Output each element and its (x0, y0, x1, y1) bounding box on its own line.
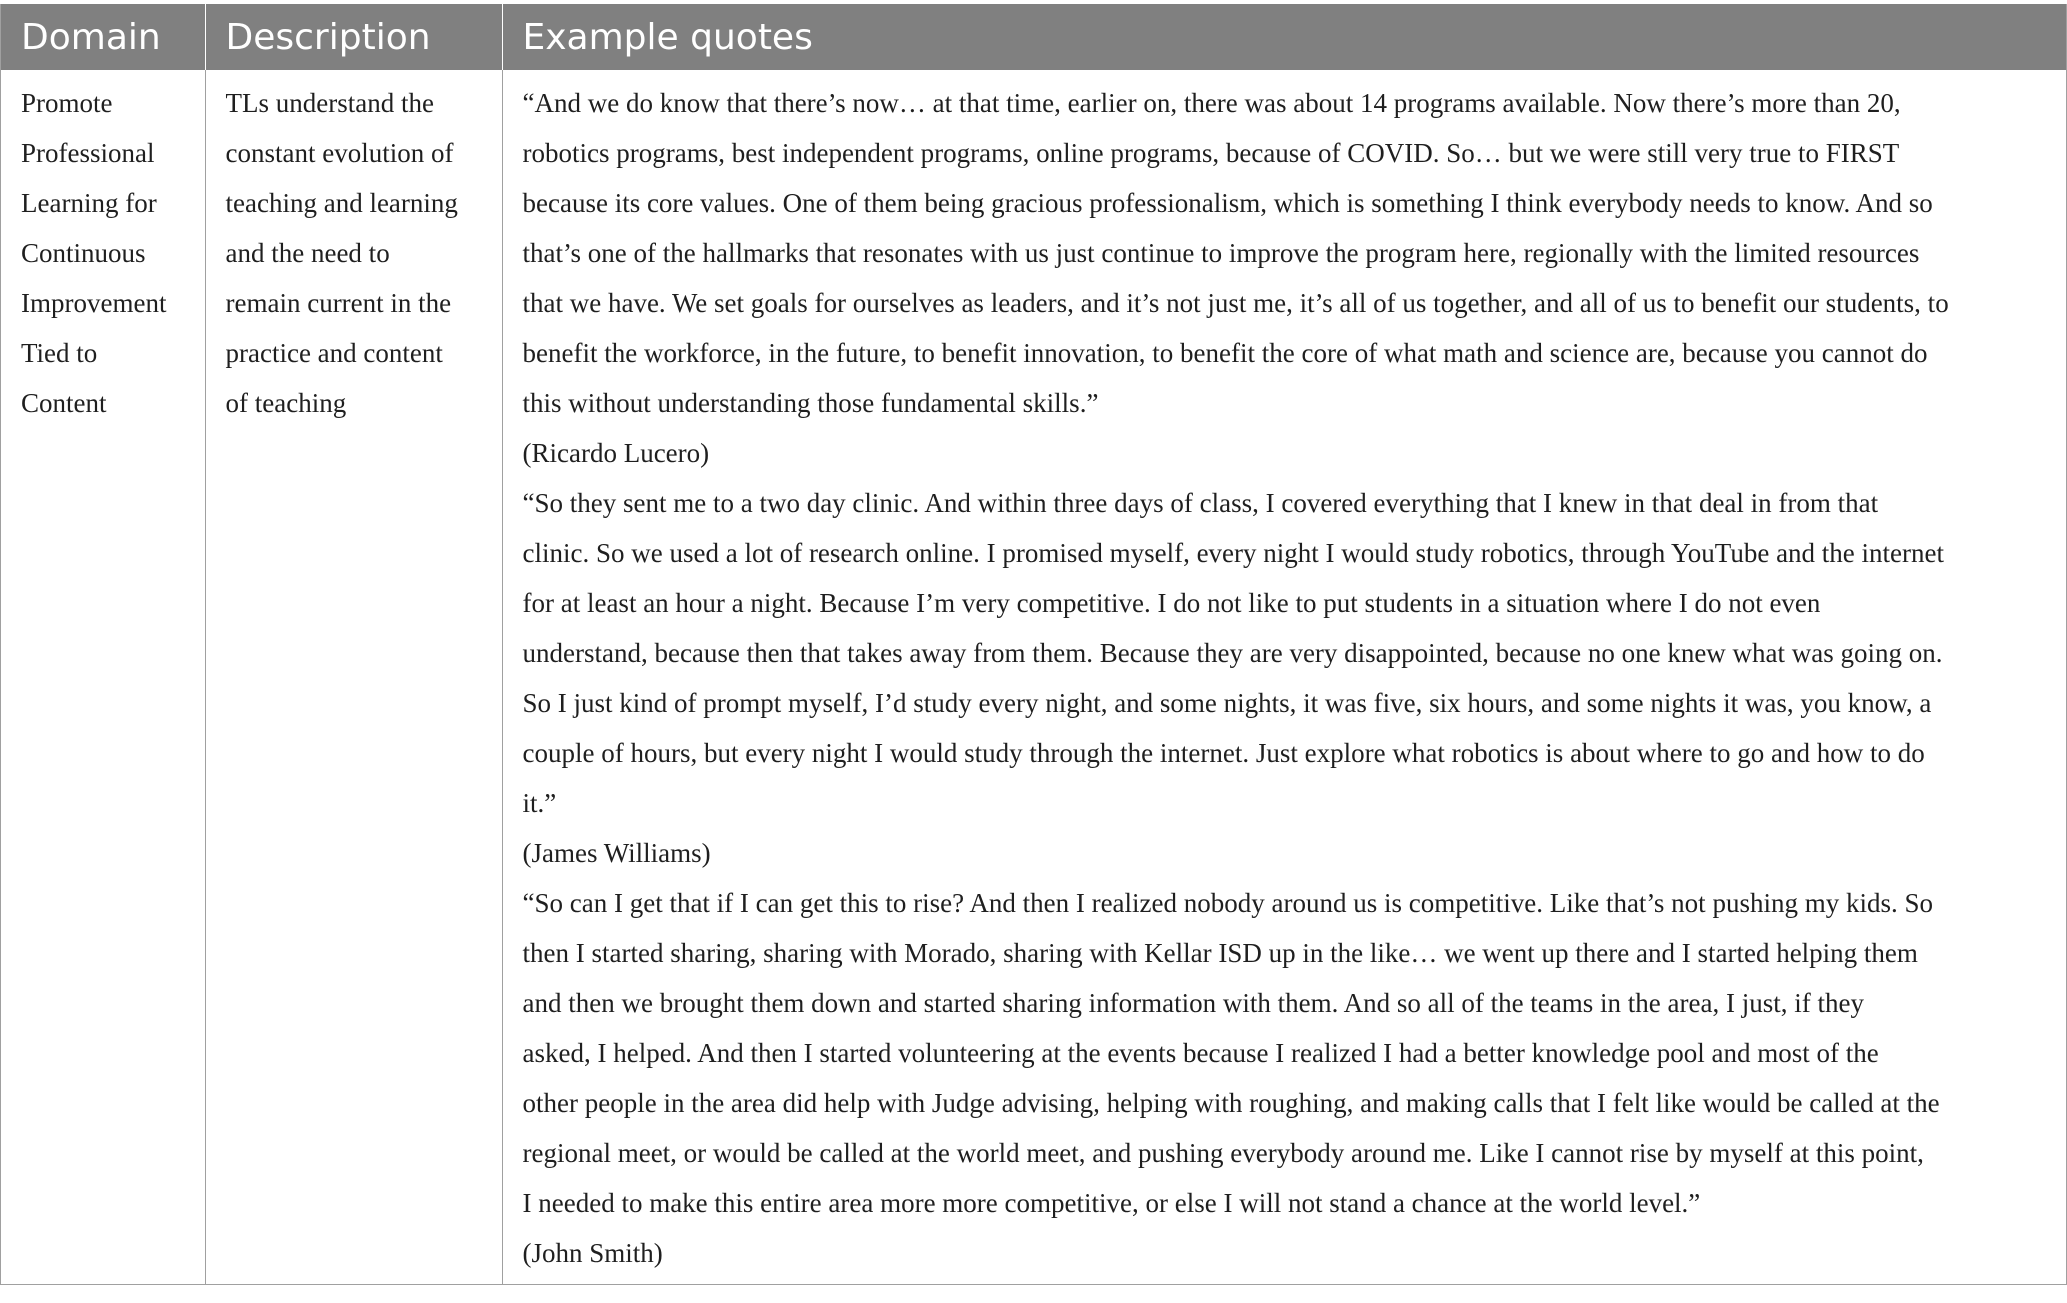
domain-line: Learning for (21, 188, 157, 218)
quote-line: “So can I get that if I can get this to rise? And then I realized nobody around us is competitive. Like that’s not pushing my kids. So (522, 888, 1933, 918)
table-body (1, 70, 2066, 1284)
quote-line: clinic. So we used a lot of research online. I promised myself, every night I would study robotics, through YouTube and the internet (522, 538, 1945, 568)
domain-cell (1, 70, 205, 1284)
table-row (1, 70, 2066, 1284)
quote-line: understand, because then that takes away from them. Because they are very disappointed, because no one knew what was going on. (522, 638, 1943, 668)
description-line: constant evolution of (225, 138, 454, 168)
domain-line: Professional (21, 138, 155, 168)
quote-line: benefit the workforce, in the future, to benefit innovation, to benefit the core of what math and science are, because you cannot do (522, 338, 1928, 368)
quote-line: I needed to make this entire area more more competitive, or else I will not stand a chance at the world level.” (522, 1188, 1701, 1218)
header-domain: Domain (1, 4, 205, 70)
quotes-table-container (0, 4, 2067, 1285)
description-line: and the need to (225, 238, 390, 268)
quote-line: because its core values. One of them being gracious professionalism, which is something I think everybody needs to know. And so (522, 188, 1933, 218)
quote-line: robotics programs, best independent programs, online programs, because of COVID. So… but we were still very true to FIRST (522, 138, 1900, 168)
header-example-quotes: Example quotes (502, 4, 2066, 70)
domain-line: Promote (21, 88, 113, 118)
quote-line: couple of hours, but every night I would study through the internet. Just explore what robotics is about where to go and how to do (522, 738, 1925, 768)
description-line: of teaching (225, 388, 347, 418)
header-row (1, 4, 2066, 70)
table-header (1, 4, 2066, 70)
quote-line: and then we brought them down and started sharing information with them. And so all of the teams in the area, I just, if they (522, 988, 1864, 1018)
quote-line: that we have. We set goals for ourselves as leaders, and it’s not just me, it’s all of us together, and all of us to benefit our students, to (522, 288, 1949, 318)
quotes-table (1, 4, 2066, 1284)
quote-block-john-smith (523, 878, 2051, 1278)
quote-line: So I just kind of prompt myself, I’d study every night, and some nights, it was five, six hours, and some nights it was, you know, a (522, 688, 1932, 718)
quote-attribution: (Ricardo Lucero) (522, 438, 710, 468)
quote-line: that’s one of the hallmarks that resonates with us just continue to improve the program here, regionally with the limited resources (522, 238, 1920, 268)
example-quotes-cell (502, 70, 2066, 1284)
quote-line: other people in the area did help with Judge advising, helping with roughing, and making calls that I felt like would be called at the (522, 1088, 1940, 1118)
header-description: Description (205, 4, 502, 70)
quote-line: asked, I helped. And then I started volunteering at the events because I realized I had a better knowledge pool and most of the (522, 1038, 1879, 1068)
description-line: remain current in the (225, 288, 452, 318)
description-line: teaching and learning (225, 188, 458, 218)
quote-block-james-williams (523, 478, 2051, 878)
quote-line: then I started sharing, sharing with Morado, sharing with Kellar ISD up in the like… we went up there and I started helping them (522, 938, 1918, 968)
domain-line: Improvement (21, 288, 167, 318)
quote-line: regional meet, or would be called at the world meet, and pushing everybody around me. Like I cannot rise by myself at this point, (522, 1138, 1924, 1168)
quote-line: it.” (522, 788, 557, 818)
domain-line: Tied to (21, 338, 98, 368)
quote-attribution: (James Williams) (522, 838, 711, 868)
domain-line: Continuous (21, 238, 146, 268)
quote-line: “So they sent me to a two day clinic. And within three days of class, I covered everything that I knew in that deal in from that (522, 488, 1879, 518)
quote-attribution: (John Smith) (522, 1238, 663, 1268)
description-line: practice and content (225, 338, 443, 368)
quote-block-ricardo-lucero (523, 78, 2051, 478)
description-line: TLs understand the (225, 88, 434, 118)
domain-line: Content (21, 388, 107, 418)
quote-line: for at least an hour a night. Because I’m very competitive. I do not like to put students in a situation where I do not even (522, 588, 1821, 618)
quote-line: “And we do know that there’s now… at that time, earlier on, there was about 14 programs available. Now there’s more than 20, (522, 88, 1901, 118)
description-cell (205, 70, 502, 1284)
quote-line: this without understanding those fundamental skills.” (522, 388, 1099, 418)
